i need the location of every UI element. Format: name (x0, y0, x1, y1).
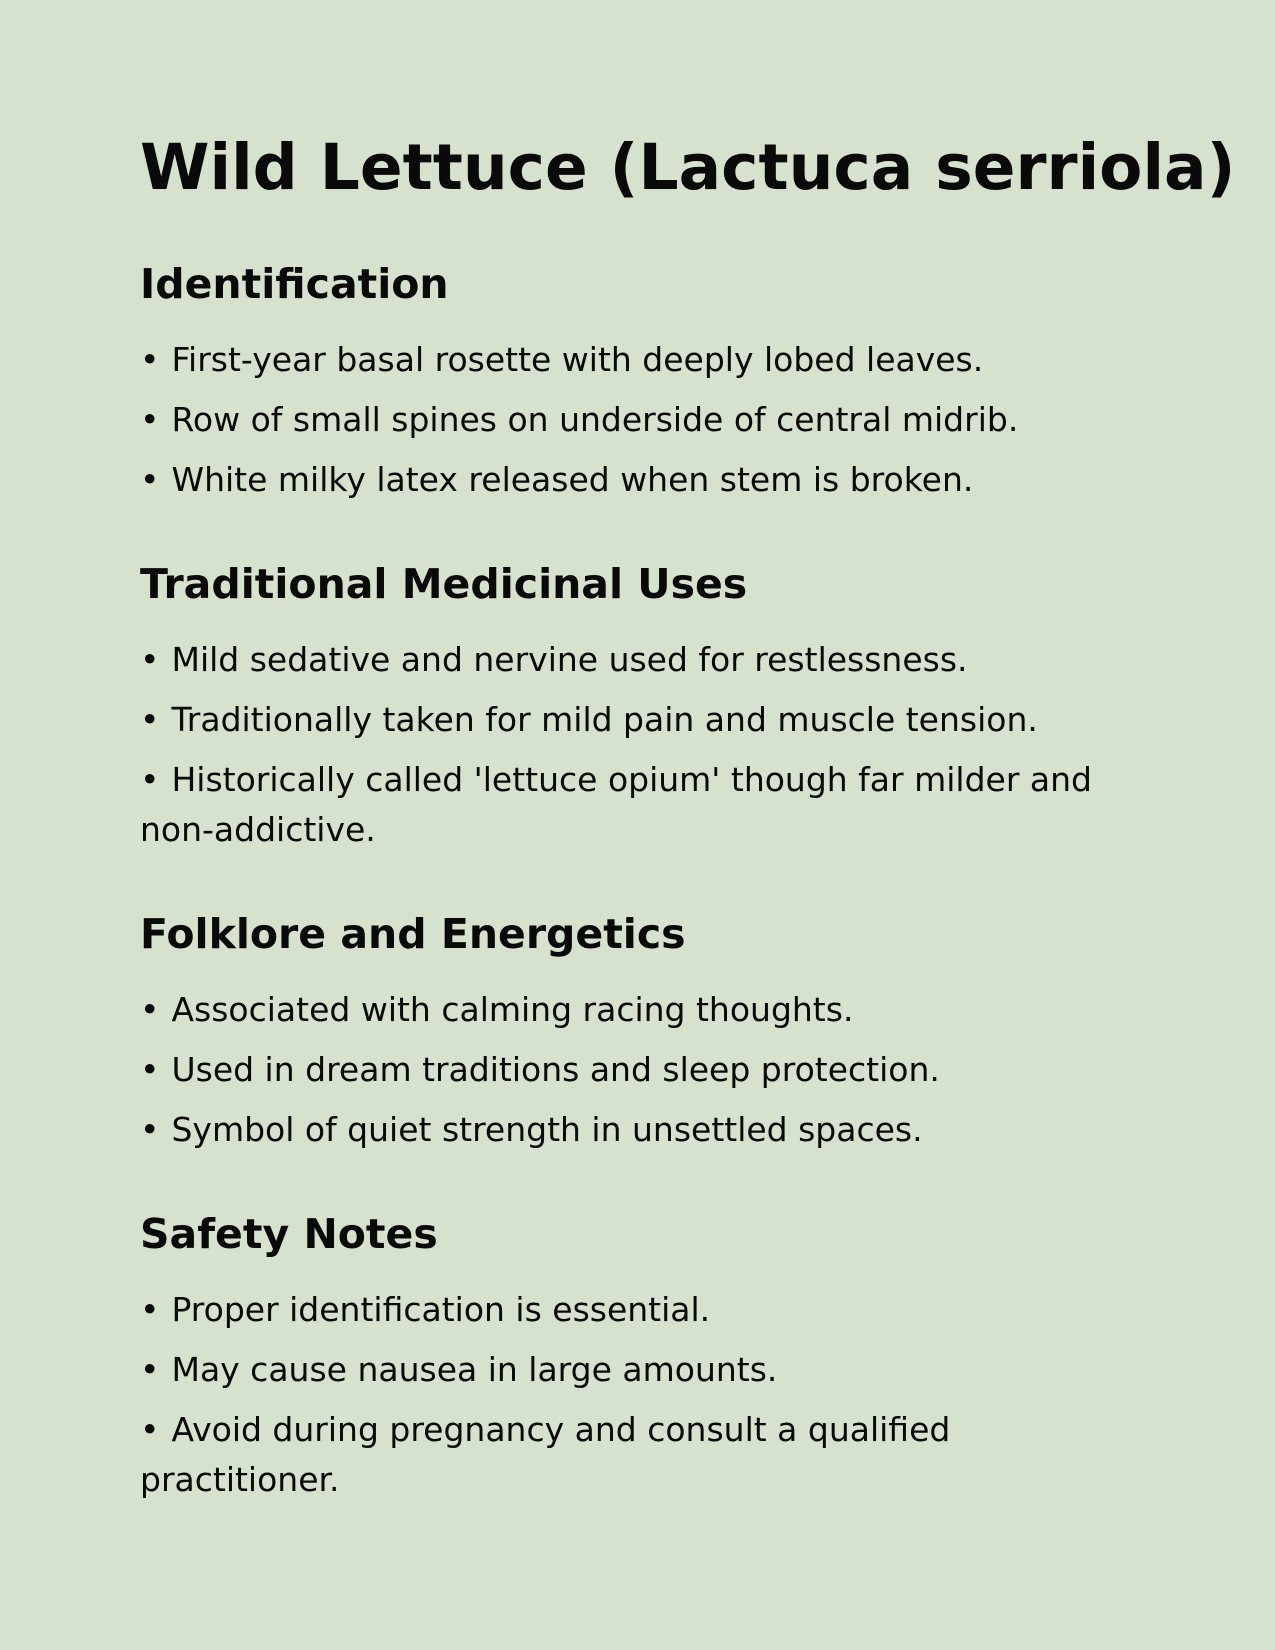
section-heading: Traditional Medicinal Uses (140, 560, 748, 608)
list-item (140, 455, 1140, 505)
section-heading: Safety Notes (140, 1210, 438, 1258)
section-heading: Folklore and Energetics (140, 910, 686, 958)
bullet-icon: • (140, 1410, 160, 1450)
bullet-icon: • (140, 640, 160, 680)
page-title: Wild Lettuce (Lactuca serriola) (140, 131, 1236, 204)
list-item-text: Associated with calming racing thoughts. (171, 990, 854, 1030)
section-identification (140, 262, 1140, 515)
bullet-icon: • (140, 760, 160, 800)
bullet-icon: • (140, 460, 160, 500)
bullet-icon: • (140, 340, 160, 380)
list-item (140, 985, 1140, 1035)
section-safety-notes (140, 1212, 1140, 1515)
list-item (140, 335, 1140, 385)
section-folklore-and-energetics (140, 912, 1140, 1165)
list-item (140, 1045, 1140, 1095)
list-item-text: Mild sedative and nervine used for restlessness. (171, 640, 968, 680)
list-item (140, 695, 1140, 745)
list-item (140, 635, 1140, 685)
bullet-icon: • (140, 1110, 160, 1150)
list-item (140, 1105, 1140, 1155)
bullet-icon: • (140, 1050, 160, 1090)
list-item-text: Row of small spines on underside of central midrib. (171, 400, 1019, 440)
list-item (140, 1285, 1140, 1335)
bullet-icon: • (140, 700, 160, 740)
bullet-list (140, 985, 1140, 1155)
bullet-list (140, 335, 1140, 505)
section-heading: Identification (140, 260, 449, 308)
list-item-text: Proper identification is essential. (171, 1290, 711, 1330)
bullet-list (140, 1285, 1140, 1505)
list-item (140, 1345, 1140, 1395)
bullet-icon: • (140, 990, 160, 1030)
list-item-text: Used in dream traditions and sleep protection. (171, 1050, 940, 1090)
list-item-text: Avoid during pregnancy and consult a qualified practitioner. (140, 1410, 951, 1500)
list-item-text: May cause nausea in large amounts. (171, 1350, 778, 1390)
section-traditional-medicinal-uses (140, 562, 1140, 865)
bullet-icon: • (140, 400, 160, 440)
list-item-text: Symbol of quiet strength in unsettled spaces. (171, 1110, 923, 1150)
list-item (140, 1405, 1140, 1505)
list-item-text: Traditionally taken for mild pain and muscle tension. (171, 700, 1038, 740)
bullet-icon: • (140, 1350, 160, 1390)
bullet-icon: • (140, 1290, 160, 1330)
list-item (140, 395, 1140, 445)
list-item-text: White milky latex released when stem is broken. (171, 460, 974, 500)
list-item (140, 755, 1140, 855)
list-item-text: First-year basal rosette with deeply lobed leaves. (171, 340, 984, 380)
bullet-list (140, 635, 1140, 855)
list-item-text: Historically called 'lettuce opium' though far milder and non-addictive. (140, 760, 1092, 850)
